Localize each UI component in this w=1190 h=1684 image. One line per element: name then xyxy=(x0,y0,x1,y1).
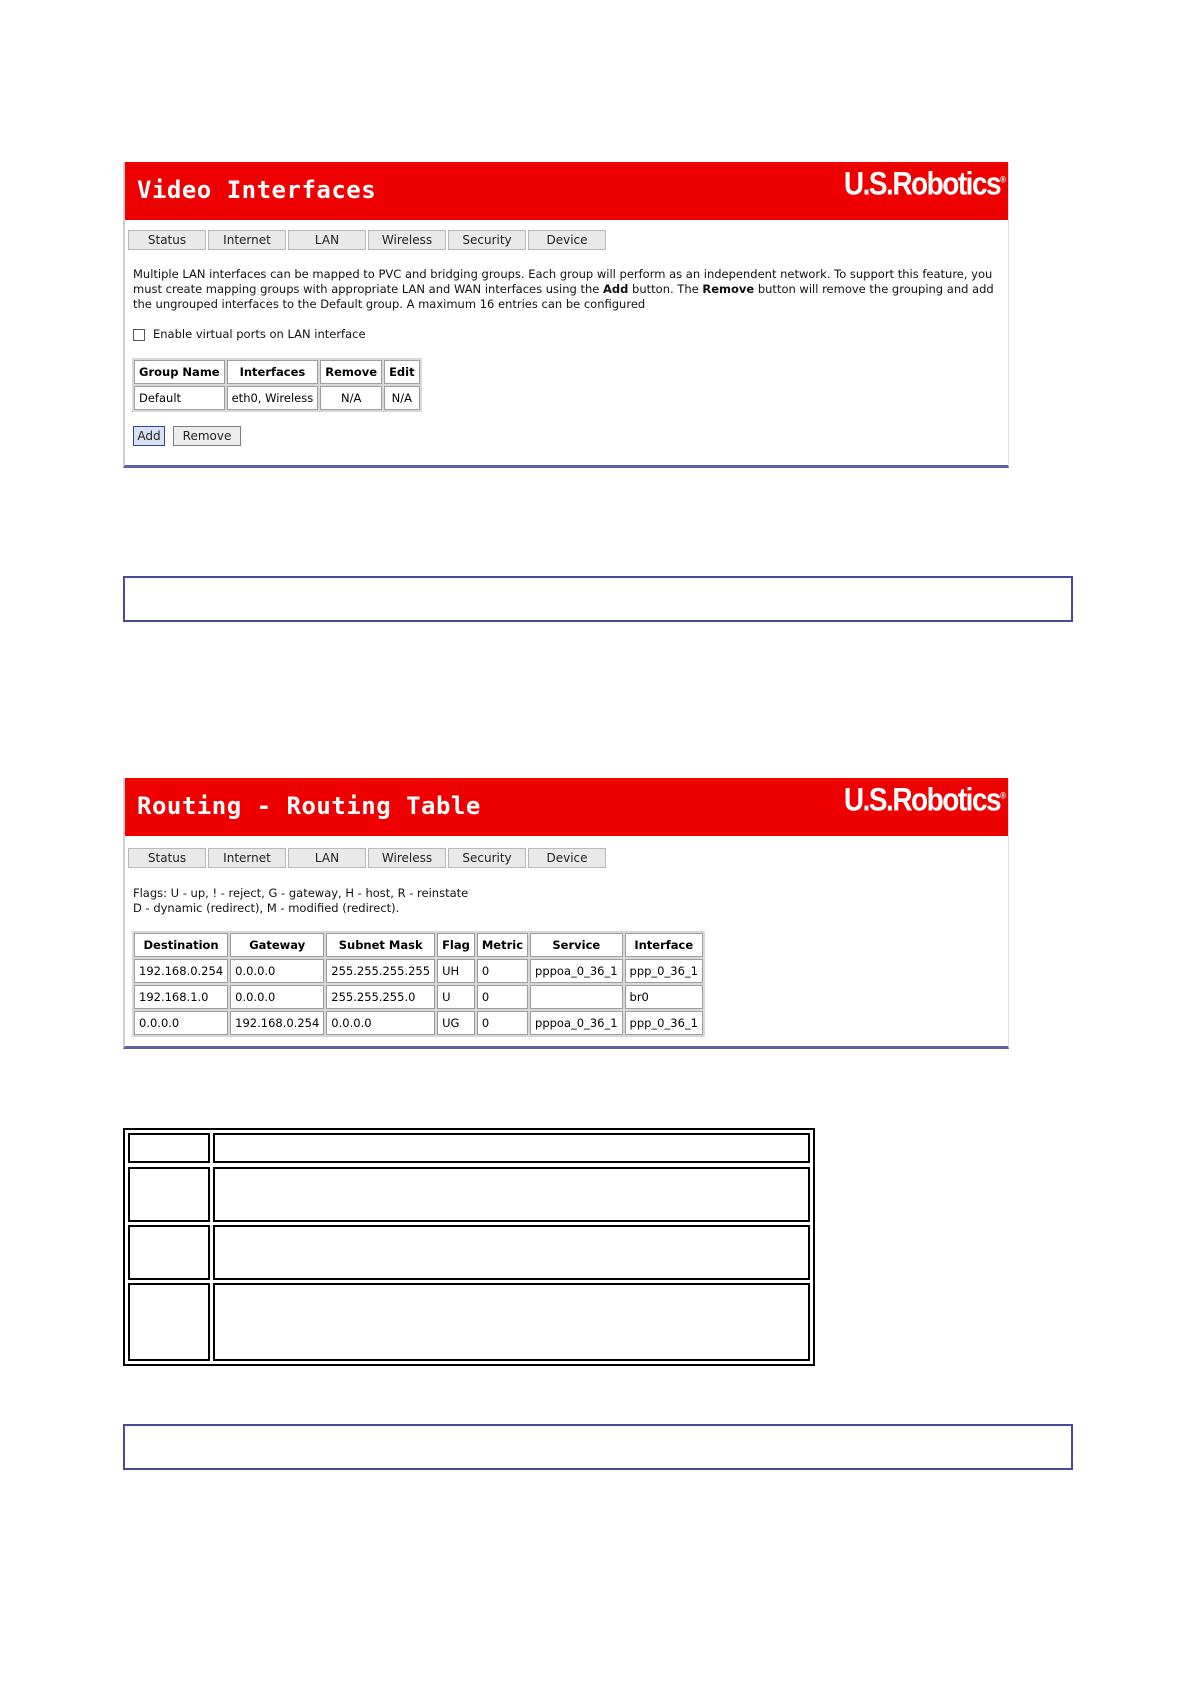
flags-line-1: Flags: U - up, ! - reject, G - gateway, H - host, R - reinstate xyxy=(133,886,469,900)
cell-remove: N/A xyxy=(320,386,382,410)
cell-interface: ppp_0_36_1 xyxy=(625,959,703,983)
cell-destination: 192.168.0.254 xyxy=(134,959,228,983)
tab-internet[interactable]: Internet xyxy=(208,230,286,250)
tab-status[interactable]: Status xyxy=(128,848,206,868)
cell-destination: 192.168.1.0 xyxy=(134,985,228,1009)
cell-gateway: 192.168.0.254 xyxy=(230,1011,324,1035)
video-interfaces-panel xyxy=(123,162,1009,468)
grid-cell xyxy=(213,1225,810,1280)
grid-cell xyxy=(213,1167,810,1222)
col-flag: Flag xyxy=(437,933,475,957)
empty-bordered-box xyxy=(123,1424,1073,1470)
tab-lan[interactable]: LAN xyxy=(288,230,366,250)
routing-table-panel xyxy=(123,778,1009,1049)
tab-wireless[interactable]: Wireless xyxy=(368,230,446,250)
usrobotics-logo: U.S.Robotics® xyxy=(843,781,1006,818)
cell-flag: UG xyxy=(437,1011,475,1035)
grid-cell xyxy=(128,1283,210,1361)
cell-gateway: 0.0.0.0 xyxy=(230,985,324,1009)
empty-grid-table xyxy=(123,1128,815,1366)
grid-cell xyxy=(213,1133,810,1163)
table-row xyxy=(134,959,703,983)
col-interfaces: Interfaces xyxy=(227,360,319,384)
col-interface: Interface xyxy=(625,933,703,957)
tab-security[interactable]: Security xyxy=(448,848,526,868)
tab-device[interactable]: Device xyxy=(528,848,606,868)
remove-button[interactable]: Remove xyxy=(173,426,241,446)
virtual-ports-label: Enable virtual ports on LAN interface xyxy=(153,327,366,341)
empty-bordered-box xyxy=(123,576,1073,622)
grid-cell xyxy=(128,1167,210,1222)
cell-interface: ppp_0_36_1 xyxy=(625,1011,703,1035)
nav-tabs xyxy=(128,230,608,250)
add-button[interactable]: Add xyxy=(133,426,165,446)
cell-flag: UH xyxy=(437,959,475,983)
cell-metric: 0 xyxy=(477,1011,528,1035)
virtual-ports-option xyxy=(133,327,366,342)
grid-cell xyxy=(128,1133,210,1163)
grid-cell xyxy=(128,1225,210,1280)
tab-status[interactable]: Status xyxy=(128,230,206,250)
col-remove: Remove xyxy=(320,360,382,384)
tab-lan[interactable]: LAN xyxy=(288,848,366,868)
col-destination: Destination xyxy=(134,933,228,957)
col-gateway: Gateway xyxy=(230,933,324,957)
cell-flag: U xyxy=(437,985,475,1009)
cell-metric: 0 xyxy=(477,959,528,983)
cell-gateway: 0.0.0.0 xyxy=(230,959,324,983)
col-edit: Edit xyxy=(384,360,420,384)
table-row xyxy=(134,386,420,410)
table-header-row xyxy=(134,360,420,384)
page-title: Video Interfaces xyxy=(137,176,377,204)
description-text: Multiple LAN interfaces can be mapped to PVC and bridging groups. Each group will perform as an independent network. To support this feature, you must create mapping groups with appropriate LAN and WAN interfaces using the Add button. The Remove button will remove the grouping and add the ungrouped interfaces to the Default group. A maximum 16 entries can be configured xyxy=(133,267,994,311)
nav-tabs xyxy=(128,848,608,868)
virtual-ports-checkbox[interactable] xyxy=(133,329,145,341)
table-header-row xyxy=(134,933,703,957)
col-service: Service xyxy=(530,933,623,957)
col-subnet-mask: Subnet Mask xyxy=(326,933,435,957)
tab-device[interactable]: Device xyxy=(528,230,606,250)
page-title: Routing - Routing Table xyxy=(137,792,481,820)
cell-interfaces: eth0, Wireless xyxy=(227,386,319,410)
cell-subnet-mask: 0.0.0.0 xyxy=(326,1011,435,1035)
routing-table xyxy=(132,931,705,1037)
panel-header xyxy=(125,778,1008,836)
usrobotics-logo: U.S.Robotics® xyxy=(843,165,1006,202)
table-row xyxy=(134,1011,703,1035)
cell-service: pppoa_0_36_1 xyxy=(530,959,623,983)
cell-edit: N/A xyxy=(384,386,420,410)
cell-metric: 0 xyxy=(477,985,528,1009)
panel-header xyxy=(125,162,1008,220)
cell-interface: br0 xyxy=(625,985,703,1009)
grid-cell xyxy=(213,1283,810,1361)
cell-service xyxy=(530,985,623,1009)
cell-subnet-mask: 255.255.255.0 xyxy=(326,985,435,1009)
col-group-name: Group Name xyxy=(134,360,225,384)
tab-internet[interactable]: Internet xyxy=(208,848,286,868)
cell-subnet-mask: 255.255.255.255 xyxy=(326,959,435,983)
tab-wireless[interactable]: Wireless xyxy=(368,848,446,868)
table-row xyxy=(134,985,703,1009)
col-metric: Metric xyxy=(477,933,528,957)
group-table xyxy=(132,358,422,412)
tab-security[interactable]: Security xyxy=(448,230,526,250)
flags-line-2: D - dynamic (redirect), M - modified (redirect). xyxy=(133,901,400,915)
cell-destination: 0.0.0.0 xyxy=(134,1011,228,1035)
flags-legend xyxy=(133,886,468,916)
cell-service: pppoa_0_36_1 xyxy=(530,1011,623,1035)
cell-group-name: Default xyxy=(134,386,225,410)
